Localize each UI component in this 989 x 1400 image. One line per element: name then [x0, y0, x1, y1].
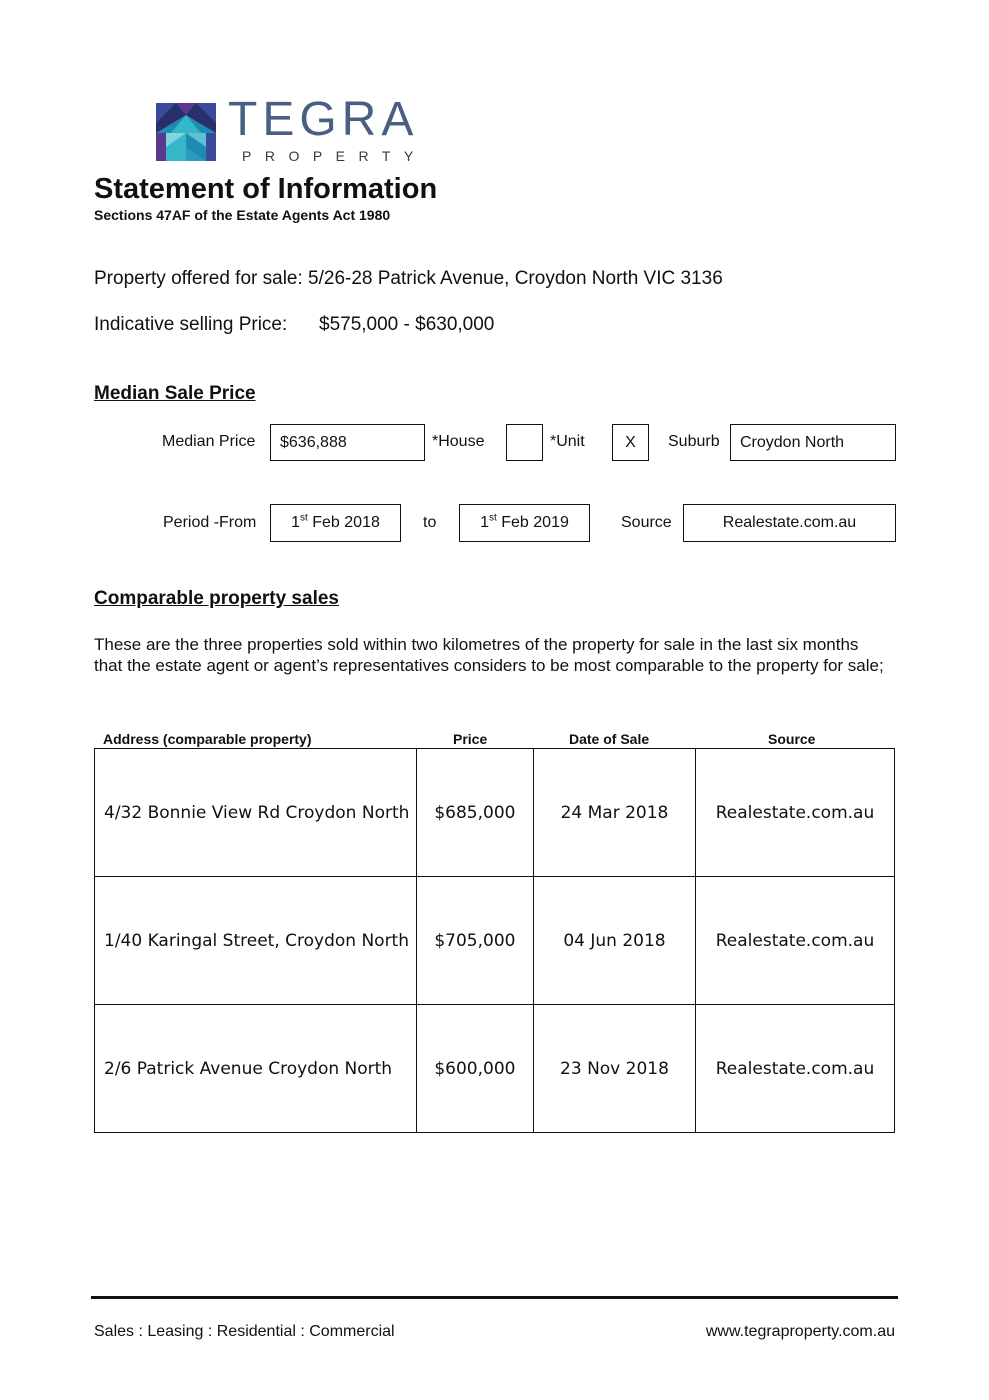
row-price: $705,000 [416, 877, 533, 1005]
house-checkbox [506, 424, 543, 461]
median-price-label: Median Price [162, 433, 256, 450]
period-to-value: 1st Feb 2019 [480, 512, 569, 531]
column-header-address: Address (comparable property) [103, 731, 312, 747]
row-address: 1/40 Karingal Street, Croydon North [95, 877, 417, 1005]
row-address: 4/32 Bonnie View Rd Croydon North [95, 749, 417, 877]
row-date: 24 Mar 2018 [533, 749, 695, 877]
period-from-value: 1st Feb 2018 [291, 512, 380, 531]
row-source: Realestate.com.au [695, 1005, 894, 1133]
row-source: Realestate.com.au [695, 877, 894, 1005]
column-header-price: Price [453, 731, 488, 747]
indicative-price-value: $575,000 - $630,000 [319, 314, 495, 335]
table-row [95, 749, 895, 877]
source-field [683, 504, 896, 542]
column-header-date: Date of Sale [569, 731, 650, 747]
comparable-heading: Comparable property sales [94, 588, 339, 609]
unit-checkbox [612, 424, 649, 461]
row-price: $685,000 [416, 749, 533, 877]
median-price-value: $636,888 [280, 433, 347, 451]
unit-value: X [625, 433, 636, 451]
suburb-value: Croydon North [740, 433, 845, 451]
median-heading: Median Sale Price [94, 383, 256, 404]
median-price-field [270, 424, 425, 461]
column-header-source: Source [768, 731, 816, 747]
suburb-field [730, 424, 896, 461]
brand-name: TEGRA [228, 93, 419, 146]
period-to-label: to [423, 514, 437, 531]
table-row [95, 1005, 895, 1133]
comparable-table [94, 748, 895, 1133]
page-subtitle: Sections 47AF of the Estate Agents Act 1980 [94, 207, 391, 223]
footer-divider [91, 1296, 898, 1299]
row-date: 23 Nov 2018 [533, 1005, 695, 1133]
footer-website-link[interactable]: www.tegraproperty.com.au [705, 1323, 895, 1340]
row-price: $600,000 [416, 1005, 533, 1133]
suburb-label: Suburb [668, 433, 720, 450]
comparable-description: These are the three properties sold within two kilometres of the property for sale in the last six months that the estate agent or agent’s representatives considers to be most comparable to the property for sale; [94, 635, 884, 675]
brand-sub: PROPERTY [242, 148, 427, 164]
period-label: Period -From [163, 514, 257, 531]
source-value: Realestate.com.au [722, 514, 857, 531]
row-address: 2/6 Patrick Avenue Croydon North [95, 1005, 417, 1133]
row-date: 04 Jun 2018 [533, 877, 695, 1005]
house-label: *House [432, 433, 485, 450]
period-to-field [459, 504, 590, 542]
footer-services: Sales : Leasing : Residential : Commercial [94, 1323, 395, 1340]
page-title: Statement of Information [94, 173, 438, 205]
period-from-field [270, 504, 401, 542]
row-source: Realestate.com.au [695, 749, 894, 877]
property-offered: Property offered for sale: 5/26-28 Patrick Avenue, Croydon North VIC 3136 [94, 268, 723, 289]
logo-icon [156, 103, 216, 161]
indicative-price-label: Indicative selling Price: [94, 314, 288, 335]
source-label: Source [621, 514, 672, 531]
table-row [95, 877, 895, 1005]
unit-label: *Unit [550, 433, 585, 450]
